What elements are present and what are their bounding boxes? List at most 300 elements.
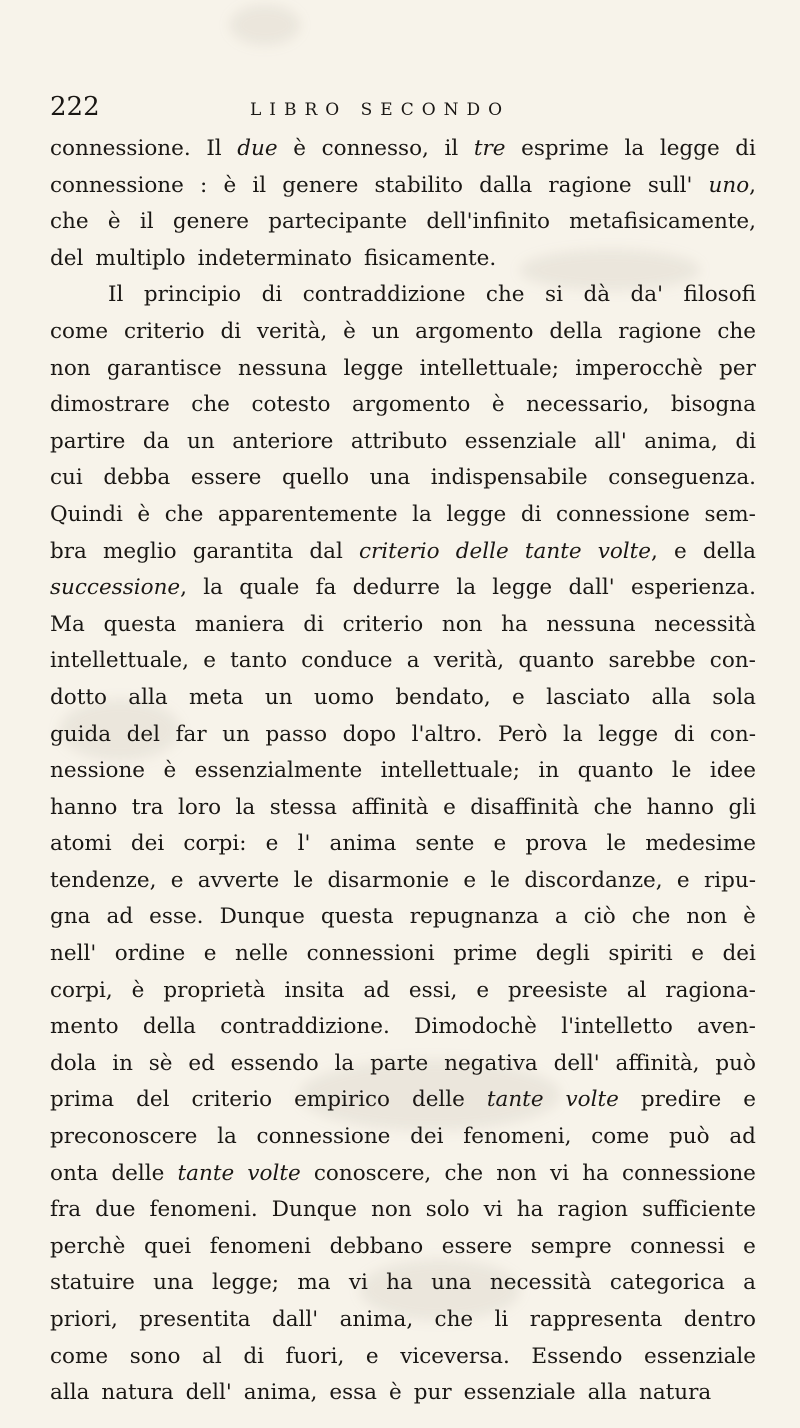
word: di bbox=[735, 136, 756, 161]
text-line bbox=[50, 685, 756, 722]
word: è bbox=[131, 977, 145, 1003]
word: dimostrare bbox=[50, 392, 170, 418]
word: dall' bbox=[271, 1307, 319, 1332]
text-line bbox=[50, 209, 756, 246]
word: loro bbox=[178, 794, 222, 820]
word: degli bbox=[535, 941, 590, 967]
text-line bbox=[50, 136, 756, 173]
word: dentro bbox=[683, 1307, 756, 1332]
body-text bbox=[50, 136, 756, 1417]
text-line bbox=[50, 795, 756, 832]
word: essenziale bbox=[644, 1343, 756, 1369]
word: fuori, bbox=[285, 1343, 345, 1369]
word: fenomeni. bbox=[149, 1197, 258, 1223]
word: e bbox=[203, 648, 216, 674]
word: dei bbox=[130, 831, 165, 857]
word: legge bbox=[492, 575, 553, 601]
word: e bbox=[743, 1233, 756, 1259]
word: criterio bbox=[123, 318, 205, 344]
word: intellettuale; bbox=[380, 758, 520, 784]
word: fenomeni, bbox=[463, 1124, 572, 1150]
word: dell'infinito bbox=[426, 209, 550, 235]
word: nessuna bbox=[546, 611, 636, 637]
word: guida bbox=[50, 721, 112, 747]
word: non bbox=[686, 904, 728, 930]
word: : bbox=[200, 172, 208, 198]
word: la bbox=[203, 575, 223, 601]
word: insita bbox=[284, 977, 345, 1003]
text-line bbox=[50, 282, 756, 319]
word: ragione bbox=[548, 172, 632, 198]
word: è bbox=[343, 318, 356, 344]
word: essenzialmente bbox=[194, 758, 363, 784]
word: rappresenta bbox=[529, 1307, 663, 1332]
word: la bbox=[217, 1124, 237, 1150]
word: il bbox=[252, 172, 267, 198]
word: a bbox=[406, 648, 420, 674]
word: nell' bbox=[50, 941, 97, 967]
word: anima, bbox=[644, 428, 718, 454]
word: la bbox=[563, 721, 583, 747]
text-line bbox=[50, 356, 756, 393]
word: meglio bbox=[103, 538, 177, 564]
word: la bbox=[334, 1050, 355, 1076]
word: hanno bbox=[646, 794, 714, 820]
text-line bbox=[50, 502, 756, 539]
word: un bbox=[222, 721, 250, 747]
text-line bbox=[50, 539, 756, 576]
text-line bbox=[50, 904, 756, 941]
word: dei bbox=[722, 941, 756, 967]
word: Dunque bbox=[219, 904, 305, 930]
word: è bbox=[491, 392, 505, 418]
word: debbano bbox=[329, 1233, 424, 1259]
word: la bbox=[624, 136, 645, 161]
word: criterio bbox=[358, 538, 440, 564]
text-line bbox=[50, 1161, 756, 1198]
text-line bbox=[50, 1124, 756, 1161]
word: e bbox=[512, 684, 525, 710]
word: esprime bbox=[521, 136, 609, 161]
word: connessione. bbox=[50, 136, 191, 161]
word: e bbox=[443, 794, 456, 820]
text-line bbox=[50, 392, 756, 429]
word: con- bbox=[709, 721, 756, 747]
word: un bbox=[264, 684, 293, 710]
text-line bbox=[50, 246, 756, 283]
word: proprietà bbox=[163, 977, 266, 1003]
word: argomento bbox=[415, 318, 534, 344]
word: connessi bbox=[630, 1233, 725, 1259]
word: garantisce bbox=[106, 355, 222, 381]
word: sente bbox=[415, 831, 475, 857]
word: di bbox=[220, 318, 242, 344]
word: delle bbox=[455, 538, 509, 564]
word: prima bbox=[50, 1087, 115, 1113]
word: partire bbox=[50, 428, 126, 454]
word: il bbox=[139, 209, 154, 235]
word: quale bbox=[239, 575, 300, 601]
word: fisicamente. bbox=[363, 245, 497, 271]
word: il bbox=[444, 136, 459, 161]
word: bendato, bbox=[395, 684, 491, 710]
word: un bbox=[371, 318, 400, 344]
word: ha bbox=[516, 1197, 544, 1223]
word: intellettuale, bbox=[50, 648, 189, 674]
word: una bbox=[431, 1270, 472, 1296]
word: natura bbox=[101, 1380, 174, 1406]
word: conoscere, bbox=[313, 1160, 432, 1186]
word: mento bbox=[50, 1014, 119, 1040]
word: l'altro. bbox=[411, 721, 483, 747]
word: e bbox=[203, 941, 217, 967]
text-line bbox=[50, 1197, 756, 1234]
word: sufficiente bbox=[642, 1197, 756, 1223]
word: in bbox=[112, 1050, 133, 1076]
text-line bbox=[50, 758, 756, 795]
word: uno, bbox=[708, 172, 756, 198]
word: volte bbox=[247, 1160, 301, 1186]
word: discordanze, bbox=[524, 867, 663, 893]
word: quanto bbox=[577, 758, 654, 784]
word: con- bbox=[709, 648, 756, 674]
word: repugnanza bbox=[409, 904, 539, 930]
running-head bbox=[50, 92, 756, 136]
word: criterio bbox=[342, 611, 424, 637]
word: ma bbox=[297, 1270, 331, 1296]
word: è bbox=[107, 209, 121, 235]
word: le bbox=[671, 758, 692, 784]
word: intellettuale; bbox=[419, 355, 559, 381]
word: far bbox=[175, 721, 207, 747]
word: la bbox=[412, 501, 432, 527]
word: essi, bbox=[408, 977, 458, 1003]
word: si bbox=[545, 282, 563, 308]
word: debba bbox=[103, 465, 171, 491]
word: conseguenza. bbox=[608, 465, 756, 491]
word: dei bbox=[410, 1124, 444, 1150]
word: Essendo bbox=[531, 1343, 623, 1369]
word: Il bbox=[108, 282, 124, 308]
word: e bbox=[365, 1343, 379, 1369]
word: contraddizione bbox=[302, 282, 466, 308]
word: criterio bbox=[191, 1087, 273, 1113]
word: da bbox=[142, 428, 170, 454]
word: verità, bbox=[256, 318, 328, 344]
word: che bbox=[593, 794, 633, 820]
word: connessioni bbox=[306, 941, 435, 967]
word: vi bbox=[348, 1270, 368, 1296]
word: ragione bbox=[618, 318, 702, 344]
word: contraddizione. bbox=[220, 1014, 390, 1040]
word: attributo bbox=[350, 428, 448, 454]
word: l' bbox=[297, 831, 311, 857]
word: è bbox=[137, 501, 151, 527]
word: garantita bbox=[192, 538, 294, 564]
word: nessuna bbox=[238, 355, 328, 381]
word: sempre bbox=[530, 1233, 612, 1259]
word: connessione bbox=[556, 501, 690, 527]
word: sola bbox=[712, 684, 756, 710]
word: quanto bbox=[518, 648, 595, 674]
word: Però bbox=[497, 721, 548, 747]
word: le bbox=[293, 867, 314, 893]
word: è bbox=[743, 904, 756, 930]
word: sull' bbox=[647, 172, 693, 198]
word: all' bbox=[594, 428, 627, 454]
text-line bbox=[50, 1307, 756, 1344]
word: connessione bbox=[256, 1124, 391, 1150]
word: spiriti bbox=[608, 941, 673, 967]
word: ha bbox=[582, 1160, 609, 1186]
word: tre bbox=[473, 136, 506, 161]
word: partecipante bbox=[268, 209, 408, 235]
word: che bbox=[434, 1307, 474, 1332]
word: della bbox=[142, 1014, 196, 1040]
text-line bbox=[50, 173, 756, 210]
word: per bbox=[719, 355, 756, 381]
word: prime bbox=[453, 941, 518, 967]
word: parte bbox=[370, 1050, 429, 1076]
word: meta bbox=[188, 684, 244, 710]
word: dola bbox=[50, 1050, 97, 1076]
word: aven- bbox=[697, 1014, 756, 1040]
word: passo bbox=[265, 721, 328, 747]
text-line bbox=[50, 575, 756, 612]
word: essenziale bbox=[463, 1380, 576, 1406]
word: tanto bbox=[230, 648, 288, 674]
word: dopo bbox=[342, 721, 397, 747]
word: Ma bbox=[50, 611, 85, 637]
word: metafisicamente, bbox=[569, 209, 756, 235]
word: ripu- bbox=[703, 867, 756, 893]
word: della bbox=[702, 538, 756, 564]
word: gna bbox=[50, 904, 91, 930]
word: vi bbox=[550, 1160, 570, 1186]
word: di bbox=[261, 282, 283, 308]
word: dà bbox=[583, 282, 611, 308]
word: nessione bbox=[50, 758, 146, 784]
word: legge; bbox=[211, 1270, 280, 1296]
word: ordine bbox=[114, 941, 186, 967]
word: esse. bbox=[149, 904, 204, 930]
word: viceversa. bbox=[400, 1343, 510, 1369]
word: è bbox=[163, 758, 177, 784]
word: tante bbox=[524, 538, 582, 564]
word: genere bbox=[172, 209, 249, 235]
word: e bbox=[743, 1087, 756, 1113]
word: a bbox=[743, 1270, 756, 1296]
word: anima, bbox=[339, 1307, 414, 1332]
word: ad bbox=[106, 904, 134, 930]
word: disaffinità bbox=[470, 794, 580, 820]
word: che bbox=[164, 501, 204, 527]
word: dalla bbox=[479, 172, 533, 198]
word: una bbox=[153, 1270, 194, 1296]
word: verità, bbox=[433, 648, 505, 674]
word: argomento bbox=[351, 392, 471, 418]
word: delle bbox=[411, 1087, 465, 1113]
word: del bbox=[126, 721, 161, 747]
word: onta bbox=[50, 1160, 99, 1186]
word: anima, bbox=[243, 1380, 318, 1406]
word: e bbox=[265, 831, 279, 857]
word: legge bbox=[343, 355, 404, 381]
word: indispensabile bbox=[430, 465, 588, 491]
word: volte bbox=[565, 1087, 619, 1113]
word: Quindi bbox=[50, 501, 123, 527]
word: tra bbox=[131, 794, 164, 820]
word: avverte bbox=[197, 867, 280, 893]
text-line bbox=[50, 465, 756, 502]
word: conduce bbox=[301, 648, 393, 674]
section-title: LIBRO SECONDO bbox=[250, 100, 511, 120]
word: multiplo bbox=[95, 245, 186, 271]
word: predire bbox=[640, 1087, 722, 1113]
word: di bbox=[520, 501, 542, 527]
word: connesso, bbox=[321, 136, 429, 161]
word: questa bbox=[103, 611, 177, 637]
word: necessità bbox=[489, 1270, 592, 1296]
word: può bbox=[715, 1050, 756, 1076]
word: che bbox=[485, 282, 525, 308]
word: cotesto bbox=[251, 392, 331, 418]
word: da' bbox=[630, 282, 664, 308]
word: ragiona- bbox=[665, 977, 756, 1003]
word: sarebbe bbox=[608, 648, 696, 674]
word: come bbox=[591, 1124, 650, 1150]
word: solo bbox=[425, 1197, 470, 1223]
word: essa bbox=[329, 1380, 377, 1406]
text-line bbox=[50, 429, 756, 466]
text-line bbox=[50, 1014, 756, 1051]
word: bra bbox=[50, 538, 87, 564]
text-line bbox=[50, 1380, 756, 1417]
word: del bbox=[136, 1087, 170, 1113]
word: corpi: bbox=[183, 831, 247, 857]
word: atomi bbox=[50, 831, 112, 857]
word: e bbox=[170, 867, 184, 893]
word: sè bbox=[148, 1050, 173, 1076]
word: che bbox=[631, 904, 671, 930]
page-number: 222 bbox=[50, 92, 100, 122]
word: genere bbox=[282, 172, 359, 198]
word: cui bbox=[50, 465, 83, 491]
word: e bbox=[676, 867, 690, 893]
word: anima bbox=[329, 831, 397, 857]
word: lasciato bbox=[546, 684, 631, 710]
word: stessa bbox=[269, 794, 337, 820]
word: non bbox=[371, 1197, 412, 1223]
word: fenomeni bbox=[209, 1233, 312, 1259]
word: che bbox=[717, 318, 756, 344]
word: alla bbox=[587, 1380, 627, 1406]
word: fa bbox=[315, 575, 337, 601]
word: apparentemente bbox=[217, 501, 398, 527]
word: dell' bbox=[185, 1380, 232, 1406]
word: ha bbox=[386, 1270, 413, 1296]
word: fra bbox=[50, 1197, 82, 1223]
word: necessità bbox=[654, 611, 756, 637]
text-line bbox=[50, 1051, 756, 1088]
word: alla bbox=[651, 684, 691, 710]
word: bisogna bbox=[670, 392, 756, 418]
text-line bbox=[50, 648, 756, 685]
word: e bbox=[476, 977, 490, 1003]
word: filosofi bbox=[683, 282, 756, 308]
word: esperienza. bbox=[630, 575, 756, 601]
word: di bbox=[735, 428, 756, 454]
word: ragion bbox=[557, 1197, 628, 1223]
text-line bbox=[50, 941, 756, 978]
word: disarmonie bbox=[327, 867, 450, 893]
word: ad bbox=[729, 1124, 756, 1150]
word: Il bbox=[206, 136, 222, 161]
word: è bbox=[223, 172, 237, 198]
word: e bbox=[691, 941, 704, 967]
word: che bbox=[50, 209, 89, 235]
word: che bbox=[191, 392, 230, 418]
text-line bbox=[50, 831, 756, 868]
word: è bbox=[293, 136, 306, 161]
word: principio bbox=[143, 282, 242, 308]
word: essere bbox=[190, 465, 262, 491]
word: anteriore bbox=[232, 428, 334, 454]
word: successione, bbox=[50, 575, 187, 601]
word: e bbox=[493, 831, 507, 857]
word: statuire bbox=[50, 1270, 135, 1296]
word: preesiste bbox=[507, 977, 608, 1003]
word: affinità, bbox=[615, 1050, 700, 1076]
word: negativa bbox=[444, 1050, 538, 1076]
book-page bbox=[50, 92, 756, 1417]
word: una bbox=[369, 465, 411, 491]
word: di bbox=[303, 611, 324, 637]
word: connessione bbox=[50, 172, 184, 198]
word: quei bbox=[143, 1233, 192, 1259]
word: corpi, bbox=[50, 977, 113, 1003]
word: non bbox=[50, 355, 91, 381]
word: categorica bbox=[609, 1270, 725, 1296]
word: l'intelletto bbox=[561, 1014, 673, 1040]
word: a bbox=[554, 904, 568, 930]
word: legge bbox=[446, 501, 507, 527]
word: che bbox=[444, 1160, 484, 1186]
word: dal bbox=[309, 538, 343, 564]
word: dell' bbox=[553, 1050, 600, 1076]
word: e bbox=[463, 867, 477, 893]
word: Dunque bbox=[271, 1197, 357, 1223]
word: priori, bbox=[50, 1307, 118, 1332]
word: affinità bbox=[351, 794, 429, 820]
text-line bbox=[50, 1087, 756, 1124]
word: al bbox=[626, 977, 647, 1003]
word: necessario, bbox=[526, 392, 650, 418]
word: la bbox=[235, 794, 256, 820]
word: perchè bbox=[50, 1233, 126, 1259]
text-line bbox=[50, 722, 756, 759]
word: non bbox=[496, 1160, 537, 1186]
word: empirico bbox=[294, 1087, 390, 1113]
text-line bbox=[50, 319, 756, 356]
word: essendo bbox=[230, 1050, 319, 1076]
word: del bbox=[50, 245, 84, 271]
word: ed bbox=[188, 1050, 215, 1076]
word: hanno bbox=[50, 794, 118, 820]
word: legge bbox=[598, 721, 659, 747]
word: come bbox=[50, 1343, 109, 1369]
word: della bbox=[549, 318, 603, 344]
